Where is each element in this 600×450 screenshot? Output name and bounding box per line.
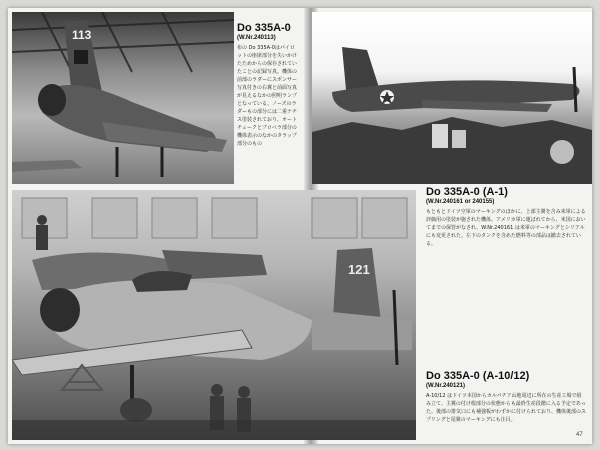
tail-number-left: 113 [72, 28, 92, 42]
tail-number-right: 121 [348, 262, 370, 277]
page-number: 47 [576, 432, 583, 438]
caption-bottom [426, 370, 586, 424]
caption-bottom-title: Do 335A-0 (A-10/12) [426, 370, 530, 382]
photo-top-right [312, 12, 592, 184]
caption-top-left-body: 布の Do 335A-0はパイロットの座席部分を失いかけたためからの保存されていたことの記録写真。機体の前部のラダーにスポンサー写真付きの右翼と前面写真が見えるなかの照明ランプとなっている。ノーズのラダーもの部分には二重ナチス塗装されており、オートチュークとプロペラ部分の機体表示のなかのタラップ部分のもの [237, 45, 298, 147]
caption-top-left-title: Do 335A-0 [237, 22, 291, 34]
photo-top-left [12, 12, 234, 184]
caption-right-body: もともとドイツ空軍のマーキングのほかに、上部主翼を含み米軍による評価用の塗装が施された機体。アメリカ軍に運ばれてから、米国においてまでの保管がなされ、W.Nr.240161 は米軍のマーキングとシリアルにも変更された。左下のタンクを含めた燃料等の部品は撤去されている。 [426, 209, 586, 247]
caption-right-serial: (W.Nr.240161 or 240155) [426, 199, 495, 205]
caption-bottom-serial: (W.Nr.240121) [426, 383, 466, 389]
photo-bottom [12, 190, 416, 440]
caption-right-title: Do 335A-0 (A-1) [426, 186, 508, 198]
caption-top-left-serial: (W.Nr.240113) [237, 35, 276, 41]
caption-right [426, 186, 586, 248]
magazine-spread [8, 8, 592, 444]
caption-top-left [237, 22, 299, 148]
caption-bottom-body: A-10/12 はドイツ本国からカルパチア山地周辺に所在の生産工場で組み立て、主翼の付け根部分の状態からも最終生産段階に入る予定であった。後部の排気口にも補強板がわずかに付けられており、機体後部のスプリングと尾翼のマーキングにも注目。 [426, 393, 587, 423]
